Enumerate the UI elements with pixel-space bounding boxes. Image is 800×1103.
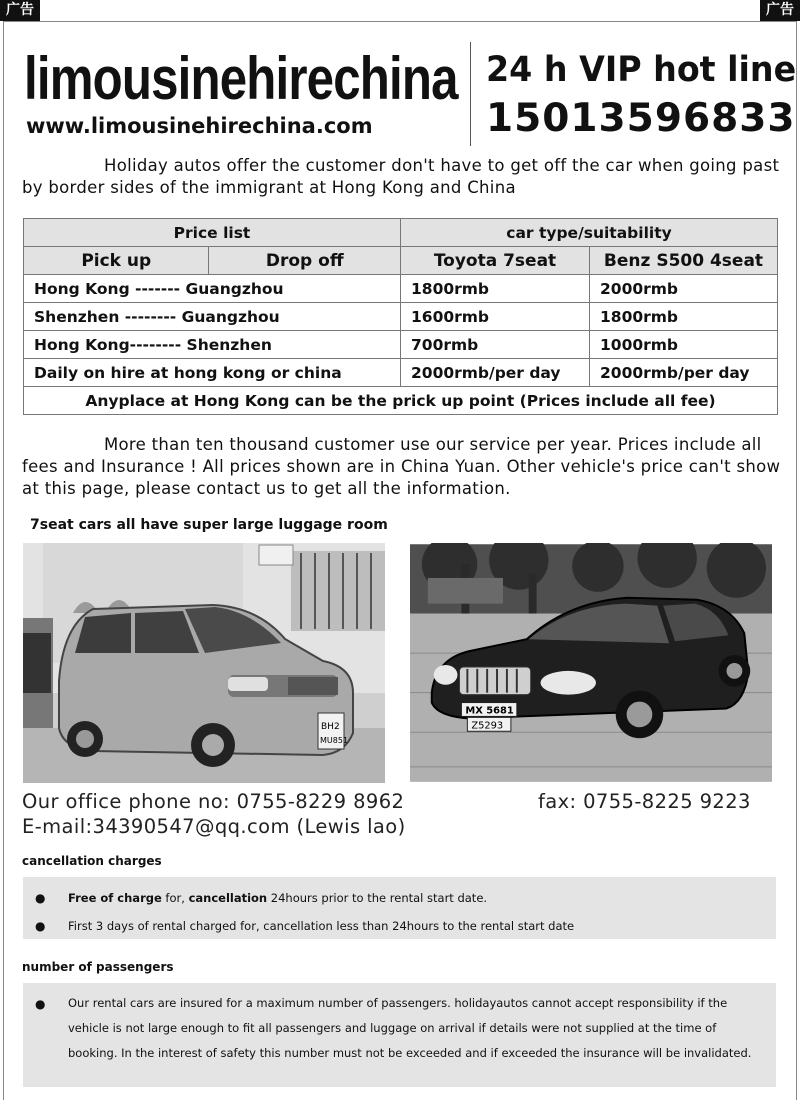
- sedan-plate-top: MX 5681: [465, 705, 514, 717]
- benz-header: Benz S500 4seat: [590, 247, 778, 275]
- dropoff-header: Drop off: [209, 247, 401, 275]
- benz-price: 1800rmb: [590, 303, 778, 331]
- bullet: ●: [35, 891, 46, 905]
- luggage-note: 7seat cars all have super large luggage room: [30, 517, 388, 533]
- route-cell: Hong Kong ------- Guangzhou: [24, 275, 401, 303]
- toyota-header: Toyota 7seat: [401, 247, 590, 275]
- van-plate-bottom: MU851: [320, 736, 349, 745]
- brand-name: limousinehirechina: [24, 45, 458, 112]
- price-list-header: Price list: [24, 219, 401, 247]
- list-item: First 3 days of rental charged for, cancellation less than 24hours to the rental start date: [68, 919, 575, 933]
- website-url[interactable]: www.limousinehirechina.com: [26, 114, 373, 138]
- benz-price: 2000rmb/per day: [590, 359, 778, 387]
- intro-text: Holiday autos offer the customer don't have to get off the car when going past by border sides of the immigrant at Hong Kong and China: [22, 156, 780, 197]
- table-footer-note: Anyplace at Hong Kong can be the prick up point (Prices include all fee): [24, 387, 778, 415]
- cancellation-title: cancellation charges: [22, 854, 162, 868]
- free-of-charge-label: Free of charge: [68, 891, 162, 905]
- cancellation-box: [23, 877, 776, 939]
- fax-number: fax: 0755-8225 9223: [538, 790, 751, 813]
- van-illustration: [23, 543, 385, 783]
- toyota-van-photo: [23, 543, 385, 783]
- list-item-text: for,: [161, 891, 189, 905]
- toyota-price: 1600rmb: [401, 303, 590, 331]
- list-item-text: 24hours prior to the rental start date.: [267, 891, 488, 905]
- van-plate-top: BH2: [321, 722, 340, 732]
- price-table: [23, 218, 778, 415]
- email-contact[interactable]: E-mail:34390547@qq.com (Lewis lao): [22, 815, 406, 838]
- hotline-number[interactable]: 15013596833: [486, 96, 796, 141]
- benz-price: 2000rmb: [590, 275, 778, 303]
- pickup-header: Pick up: [24, 247, 209, 275]
- passengers-title: number of passengers: [22, 960, 174, 974]
- passengers-box: [23, 983, 776, 1087]
- ad-tag-right: 广告: [760, 0, 800, 21]
- table-row: [24, 303, 778, 331]
- benz-price: 1000rmb: [590, 331, 778, 359]
- sedan-illustration: [410, 543, 772, 783]
- table-row: [24, 359, 778, 387]
- route-cell: Hong Kong-------- Shenzhen: [24, 331, 401, 359]
- car-type-header: car type/suitability: [401, 219, 778, 247]
- table-row: [24, 331, 778, 359]
- toyota-price: 1800rmb: [401, 275, 590, 303]
- route-cell: Daily on hire at hong kong or china: [24, 359, 401, 387]
- benz-sedan-photo: [410, 543, 776, 783]
- info-text: More than ten thousand customer use our service per year. Prices include all fees and Insurance ! All prices shown are in China Yuan. Other vehicle's price can't show at this page, please contact us to get all the information.: [22, 435, 781, 498]
- bullet: ●: [35, 919, 46, 933]
- header-divider: [470, 42, 471, 146]
- bullet: ●: [35, 997, 46, 1011]
- table-row: [24, 275, 778, 303]
- toyota-price: 700rmb: [401, 331, 590, 359]
- office-phone[interactable]: Our office phone no: 0755-8229 8962: [22, 790, 405, 813]
- toyota-price: 2000rmb/per day: [401, 359, 590, 387]
- cancellation-label: cancellation: [188, 891, 268, 905]
- passengers-text: Our rental cars are insured for a maximum number of passengers. holidayautos cannot accept responsibility if the vehicle is not large enough to fit all passengers and luggage on arrival if details were not supplied at the time of booking. In the interest of safety this number must not be exceeded and if exceeded the insurance will be invalidated.: [68, 996, 752, 1060]
- list-item: [68, 891, 768, 905]
- route-cell: Shenzhen -------- Guangzhou: [24, 303, 401, 331]
- sedan-plate-bottom: Z5293: [471, 720, 504, 732]
- hotline-label: 24 h VIP hot line: [486, 50, 797, 90]
- ad-tag-left: 广告: [0, 0, 40, 21]
